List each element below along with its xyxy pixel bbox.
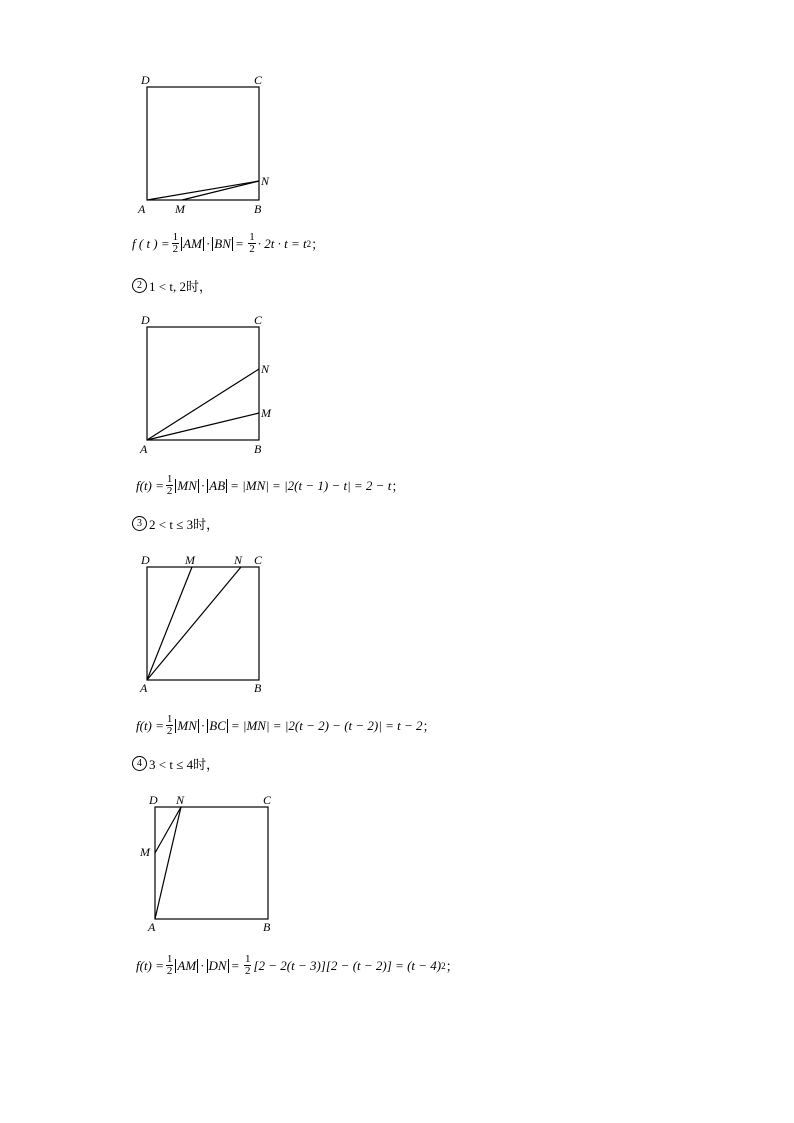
label-a: A (148, 920, 156, 934)
step-text: 3 < t ≤ 4时， (149, 757, 220, 772)
step-3 (132, 514, 219, 533)
label-d: D (149, 793, 158, 807)
square-abcd (147, 327, 259, 440)
label-d: D (141, 73, 150, 87)
label-b: B (254, 681, 262, 695)
formula-rest: · 2t · t = t (257, 235, 307, 251)
figure-4-square (138, 790, 298, 940)
square-abcd (147, 87, 259, 200)
segment-an (147, 181, 259, 200)
semicolon: ； (391, 479, 405, 494)
semicolon: ； (422, 719, 436, 734)
label-a: A (138, 202, 146, 216)
step-2 (132, 276, 212, 295)
label-m: M (175, 202, 185, 216)
square-abcd (147, 567, 259, 680)
dot: · (200, 477, 206, 493)
formula-1 (132, 232, 324, 255)
label-d: D (141, 313, 150, 327)
figure-3-square (130, 550, 290, 700)
step-text: 2 < t ≤ 3时， (149, 517, 220, 532)
label-c: C (254, 553, 263, 567)
segment-am (147, 567, 192, 680)
label-n: N (261, 362, 270, 376)
abs-term: DN (208, 957, 227, 973)
exponent: 2 (441, 960, 446, 971)
label-c: C (263, 793, 272, 807)
dot: · (205, 235, 211, 251)
fraction: $\frac{1}{2}$ (249, 231, 255, 255)
label-n: N (234, 553, 243, 567)
segment-mn (155, 807, 181, 853)
fraction: $\frac{1}{2}$ (166, 953, 173, 977)
step-text: 1 < t, 2时， (149, 279, 212, 294)
circled-number: 2 (132, 278, 147, 293)
exponent: 2 (306, 238, 312, 249)
formula-3 (136, 714, 436, 737)
label-n: N (261, 174, 270, 188)
equals: = (231, 957, 239, 973)
step-4 (132, 754, 219, 773)
label-m: M (185, 553, 195, 567)
segment-mn (182, 181, 259, 200)
label-d: D (141, 553, 150, 567)
circled-number: 4 (132, 756, 147, 771)
label-a: A (140, 442, 148, 456)
formula-rest: = |MN| = |2(t − 1) − t| = 2 − t (230, 477, 392, 493)
formula-lhs: f(t) = (136, 957, 164, 973)
formula-lhs: f(t) = (136, 717, 164, 733)
circled-number: 3 (132, 516, 147, 531)
label-m: M (140, 845, 150, 859)
label-b: B (263, 920, 271, 934)
figure-2-square (130, 310, 290, 460)
label-b: B (254, 442, 262, 456)
dot: · (200, 957, 205, 973)
equals: = (235, 235, 244, 251)
formula-lhs: f(t) = (136, 477, 164, 493)
segment-an (147, 567, 241, 680)
label-c: C (254, 313, 263, 327)
formula-2 (136, 474, 404, 497)
fraction: $\frac{1}{2}$ (166, 473, 173, 497)
abs-term: AB (209, 477, 226, 493)
figure-1-square (130, 70, 290, 220)
formula-4 (136, 954, 459, 977)
label-n: N (176, 793, 185, 807)
abs-term: BN (214, 235, 231, 251)
abs-term: AM (177, 957, 197, 973)
fraction: $\frac{1}{2}$ (166, 713, 173, 737)
fraction: $\frac{1}{2}$ (244, 953, 251, 977)
label-m: M (261, 406, 271, 420)
formula-rest: [2 − 2(t − 3)][2 − (t − 2)] = (t − 4) (253, 957, 442, 973)
formula-lhs: f ( t ) = (132, 235, 170, 251)
dot: · (200, 717, 206, 733)
segment-am (147, 413, 259, 440)
abs-term: MN (177, 477, 197, 493)
semicolon: ； (445, 959, 459, 974)
label-a: A (140, 681, 148, 695)
label-c: C (254, 73, 263, 87)
abs-term: MN (177, 717, 197, 733)
segment-an (155, 807, 181, 919)
segment-an (147, 369, 259, 440)
abs-term: AM (183, 235, 202, 251)
label-b: B (254, 202, 262, 216)
fraction: $\frac{1}{2}$ (172, 231, 179, 255)
abs-term: BC (209, 717, 226, 733)
formula-rest: = |MN| = |2(t − 2) − (t − 2)| = t − 2 (230, 717, 423, 733)
semicolon: ； (311, 237, 325, 252)
